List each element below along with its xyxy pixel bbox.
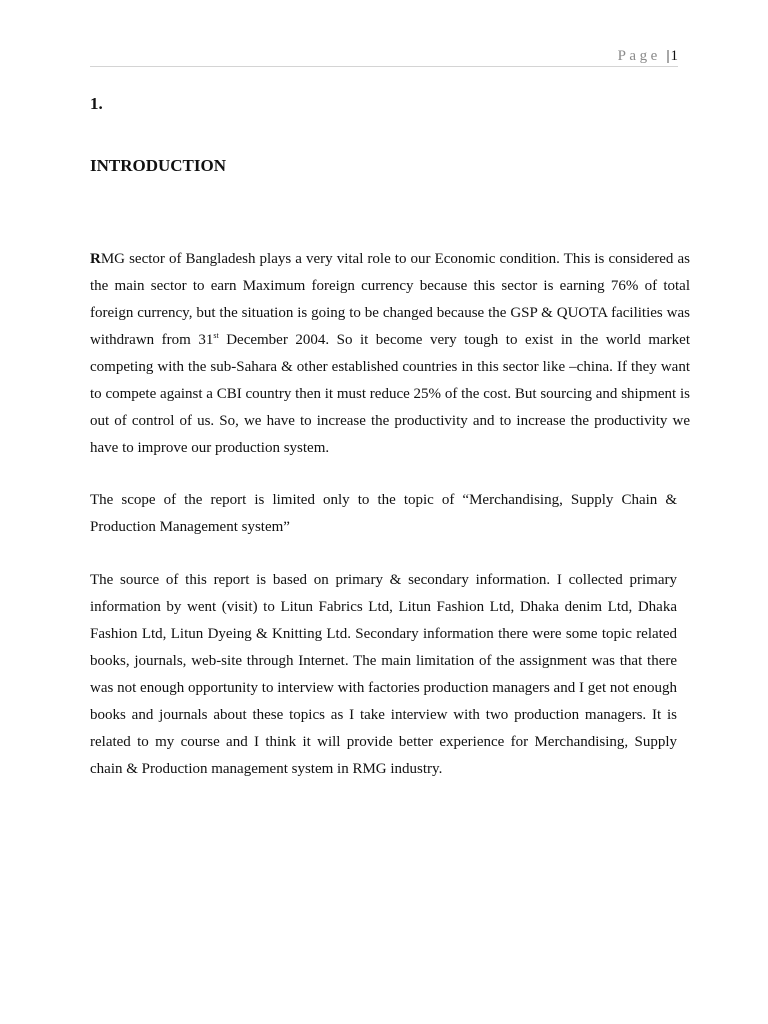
paragraph-text-part-b: December 2004. So it become very tough to exist in the world market competing with the sub-Sahara & other established countries in this sector like –china. If they want to compete against a CBI country then it must reduce 25% of the cost. But sourcing and shipment is out of control of us. So, we have to increase the productivity and to increase the productivity we have to improve our production system.	[90, 332, 690, 456]
page-number-label	[618, 46, 678, 66]
page-number: 1	[670, 48, 678, 64]
ordinal-suffix: st	[213, 331, 219, 340]
page-separator: |	[666, 48, 670, 64]
page-word: Page	[617, 48, 661, 64]
paragraph-introduction	[90, 246, 690, 462]
page-header	[90, 46, 678, 67]
paragraph-drop-letter: R	[90, 251, 101, 267]
section-title: INTRODUCTION	[90, 156, 227, 175]
chapter-number: 1.	[90, 94, 103, 113]
paragraph-scope: The scope of the report is limited only to the topic of “Merchandising, Supply Chain & Production Management system”	[90, 492, 677, 535]
paragraph-source: The source of this report is based on primary & secondary information. I collected primary information by went (visit) to Litun Fabrics Ltd, Litun Fashion Ltd, Dhaka denim Ltd, Dhaka Fashion Ltd, Litun Dyeing & Knitting Ltd. Secondary information there were some topic related books, journals, web-site through Internet. The main limitation of the assignment was that there was not enough opportunity to interview with factories production managers and I get not enough books and journals about these topics as I take interview with two production managers. It is related to my course and I think it will provide better experience for Merchandising, Supply chain & Production management system in RMG industry.	[90, 572, 677, 777]
paragraph-text-part-a: MG sector of Bangladesh plays a very vital role to our Economic condition. This is considered as the main sector to earn Maximum foreign currency because this sector is earning 76% of total foreign currency, but the situation is going to be changed because the GSP & QUOTA facilities was withdrawn from 31	[90, 251, 690, 348]
